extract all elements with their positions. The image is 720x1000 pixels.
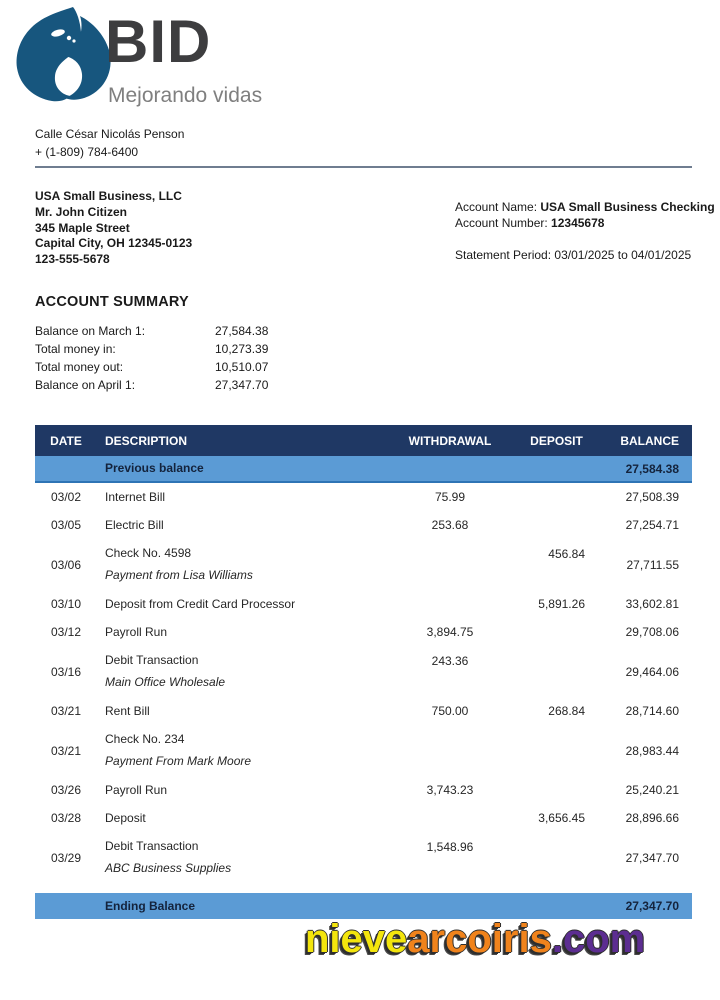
transaction-row <box>35 646 692 697</box>
transaction-withdrawal: 750.00 <box>431 704 469 718</box>
bank-phone-line: + (1-809) 784-6400 <box>35 145 139 159</box>
transaction-description <box>97 725 390 776</box>
description-line: Debit Transaction <box>105 839 199 853</box>
summary-row <box>35 376 268 394</box>
transaction-description <box>97 832 390 883</box>
transaction-deposit <box>510 832 603 840</box>
transaction-date: 03/12 <box>50 625 82 639</box>
transaction-description <box>97 783 390 798</box>
transaction-row <box>35 483 692 511</box>
transaction-row <box>35 725 692 776</box>
customer-name: Mr. John Citizen <box>35 204 128 219</box>
transaction-date: 03/06 <box>50 557 82 572</box>
transaction-date: 03/16 <box>50 664 82 679</box>
transaction-balance: 27,254.71 <box>625 518 679 532</box>
column-header-description: DESCRIPTION <box>105 433 188 448</box>
description-note: Main Office Wholesale <box>105 675 226 689</box>
transactions-header <box>35 425 692 456</box>
description-line: Check No. 4598 <box>105 546 192 560</box>
description-note: ABC Business Supplies <box>105 861 232 875</box>
transaction-date: 03/05 <box>50 518 82 532</box>
summary-label: Total money in: <box>35 342 116 356</box>
transaction-date: 03/26 <box>50 783 82 797</box>
transaction-withdrawal: 243.36 <box>431 654 469 668</box>
column-header-balance: BALANCE <box>620 433 679 448</box>
transaction-row <box>35 697 692 725</box>
transaction-date: 03/28 <box>50 811 82 825</box>
summary-value: 10,273.39 <box>215 342 269 356</box>
transaction-description <box>97 518 390 533</box>
transaction-balance: 29,464.06 <box>625 664 679 679</box>
previous-balance-amount: 27,584.38 <box>625 461 679 476</box>
transactions-table <box>35 425 692 919</box>
transaction-date: 03/21 <box>50 704 82 718</box>
customer-street: 345 Maple Street <box>35 220 130 235</box>
summary-value: 27,347.70 <box>215 378 269 392</box>
transaction-date: 03/02 <box>50 490 82 504</box>
transaction-balance: 27,508.39 <box>625 490 679 504</box>
summary-value: 27,584.38 <box>215 324 269 338</box>
account-name-value: USA Small Business Checking <box>540 200 715 214</box>
column-header-withdrawal: WITHDRAWAL <box>408 433 492 448</box>
account-summary-title: ACCOUNT SUMMARY <box>35 294 189 310</box>
customer-phone: 123-555-5678 <box>35 252 110 267</box>
description-line: Electric Bill <box>105 517 164 532</box>
customer-company: USA Small Business, LLC <box>35 189 182 203</box>
transaction-withdrawal: 3,743.23 <box>426 783 474 797</box>
summary-value: 10,510.07 <box>215 360 269 374</box>
transaction-withdrawal: 253.68 <box>431 518 469 532</box>
transaction-row <box>35 776 692 804</box>
description-line: Deposit from Credit Card Processor <box>105 596 296 611</box>
bank-address-line: Calle César Nicolás Penson <box>35 127 185 141</box>
transaction-withdrawal <box>390 725 510 733</box>
transaction-row <box>35 804 692 832</box>
column-header-deposit: DEPOSIT <box>530 433 583 448</box>
transaction-balance: 28,714.60 <box>625 704 679 718</box>
summary-label: Balance on March 1: <box>35 324 146 338</box>
description-line: Check No. 234 <box>105 732 185 746</box>
previous-balance-row <box>35 456 692 483</box>
summary-row <box>35 340 268 358</box>
description-line: Payroll Run <box>105 624 168 639</box>
column-header-date: DATE <box>50 433 82 448</box>
watermark-part-3: .com <box>551 917 646 961</box>
customer-city: Capital City, OH 12345-0123 <box>35 236 193 251</box>
account-number-label: Account Number: <box>455 215 552 230</box>
transaction-withdrawal: 75.99 <box>434 490 466 504</box>
transaction-row <box>35 832 692 883</box>
transaction-balance: 27,711.55 <box>626 557 679 572</box>
transaction-description <box>97 597 390 612</box>
transaction-deposit: 456.84 <box>548 547 585 561</box>
account-info-block <box>455 200 715 264</box>
transaction-deposit: 268.84 <box>548 704 585 718</box>
transaction-date: 03/21 <box>50 743 82 758</box>
transaction-description <box>97 704 390 719</box>
description-note: Payment From Mark Moore <box>105 754 252 768</box>
bid-logo-icon <box>14 6 118 102</box>
description-line: Debit Transaction <box>105 653 199 667</box>
description-line: Internet Bill <box>105 489 166 504</box>
brand-name: BID <box>105 8 212 75</box>
account-summary-table <box>35 322 268 394</box>
transaction-rows <box>35 483 692 883</box>
description-note: Payment from Lisa Williams <box>105 568 253 582</box>
ending-balance-amount: 27,347.70 <box>625 899 679 913</box>
transaction-deposit <box>510 646 603 654</box>
transaction-date: 03/29 <box>50 850 82 865</box>
transaction-withdrawal <box>390 539 510 547</box>
header-divider <box>35 166 692 168</box>
transaction-withdrawal: 3,894.75 <box>426 625 474 639</box>
transaction-deposit: 5,891.26 <box>538 597 585 611</box>
summary-label: Total money out: <box>35 360 124 374</box>
transaction-description <box>97 490 390 505</box>
site-watermark <box>305 917 645 962</box>
transaction-balance: 28,983.44 <box>625 743 679 758</box>
statement-period-label: Statement Period: <box>455 248 555 262</box>
account-name-label: Account Name: <box>455 200 541 214</box>
description-line: Payroll Run <box>105 782 168 797</box>
watermark-part-1: nieve <box>305 917 408 961</box>
description-line: Deposit <box>105 810 146 825</box>
brand-tagline: Mejorando vidas <box>108 84 263 107</box>
description-line: Rent Bill <box>105 703 150 718</box>
summary-label: Balance on April 1: <box>35 378 136 392</box>
statement-period-line <box>455 248 715 264</box>
transaction-description <box>97 625 390 640</box>
transaction-balance: 28,896.66 <box>625 811 679 825</box>
transaction-deposit: 3,656.45 <box>538 811 585 825</box>
transaction-deposit <box>510 725 603 733</box>
transaction-withdrawal: 1,548.96 <box>426 840 474 854</box>
transaction-row <box>35 511 692 539</box>
transaction-row <box>35 590 692 618</box>
customer-address-block <box>35 189 192 268</box>
summary-row <box>35 322 268 340</box>
transaction-balance: 33,602.81 <box>625 597 679 611</box>
transaction-balance: 29,708.06 <box>625 625 679 639</box>
transaction-description <box>97 646 390 697</box>
summary-row <box>35 358 268 376</box>
transaction-balance: 27,347.70 <box>625 850 679 865</box>
bank-contact-block <box>35 125 184 161</box>
transaction-row <box>35 539 692 590</box>
transaction-balance: 25,240.21 <box>625 783 679 797</box>
transaction-description <box>97 811 390 826</box>
ending-balance-label: Ending Balance <box>105 898 196 913</box>
transaction-date: 03/10 <box>50 597 82 611</box>
account-number-value: 12345678 <box>551 215 605 230</box>
previous-balance-label: Previous balance <box>105 461 204 475</box>
ending-balance-row <box>35 893 692 919</box>
transaction-row <box>35 618 692 646</box>
account-number-line <box>455 216 715 232</box>
transaction-description <box>97 539 390 590</box>
account-name-line <box>455 200 715 216</box>
watermark-part-2: arcoiris <box>407 917 552 961</box>
statement-period-value: 03/01/2025 to 04/01/2025 <box>554 248 692 262</box>
